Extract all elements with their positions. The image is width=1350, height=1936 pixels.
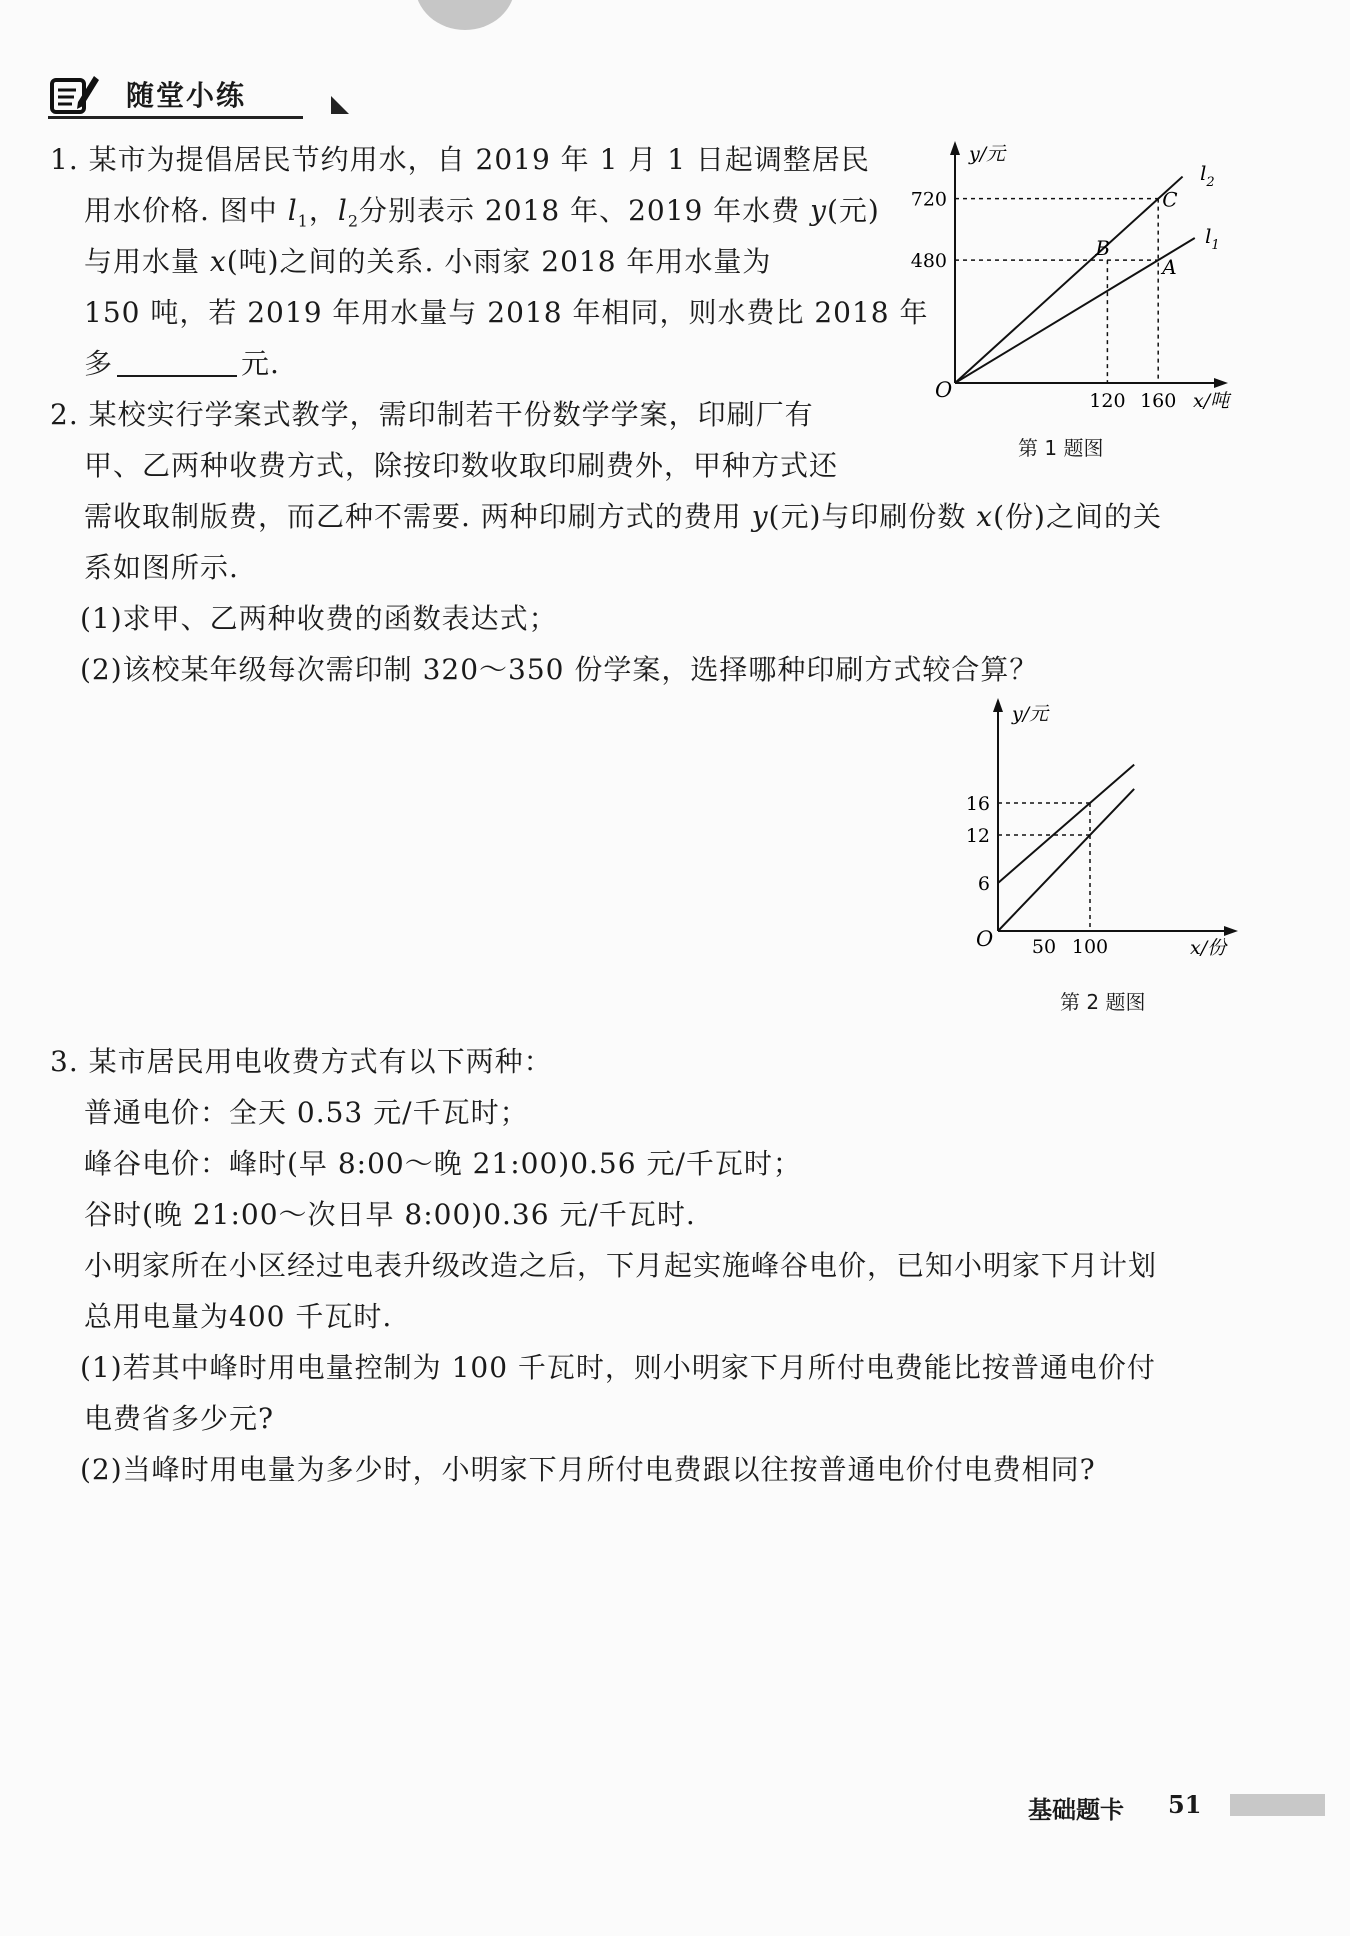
q1-line-2b: 分别表示 2018 年、2019 年水费 [359, 194, 811, 227]
q1-line-2c: (元) [826, 194, 880, 227]
q1-line-3a: 与用水量 [84, 245, 210, 278]
section-header [48, 70, 303, 120]
q3-line-5: 小明家所在小区经过电表升级改造之后，下月起实施峰谷电价，已知小明家下月计划 [84, 1249, 1158, 1282]
q3-line-6: 总用电量为400 千瓦时. [84, 1300, 393, 1333]
fig2-series-1 [998, 765, 1134, 883]
fig1-point-b: B [1095, 236, 1111, 261]
q1-sep: ， [308, 194, 338, 227]
q2-sub-1: (1)求甲、乙两种收费的函数表达式； [80, 602, 558, 635]
fig2-origin: O [976, 927, 994, 951]
fig1-origin: O [935, 378, 953, 402]
fig2-x-label: x/份 [1190, 937, 1227, 959]
fig2-xtick-50: 50 [1031, 936, 1057, 958]
figure-1-svg [910, 135, 1250, 415]
fig1-l2-letter: l [1200, 161, 1207, 185]
fig1-x-label: x/吨 [1193, 390, 1230, 412]
q1-line-3b: (吨)之间的关系. 小雨家 2018 年用水量为 [226, 245, 772, 278]
q3-sub-1b: 电费省多少元? [84, 1402, 275, 1435]
footer-bar [1230, 1794, 1325, 1816]
var-l2: l [337, 194, 348, 227]
page-number: 51 [1168, 1790, 1202, 1819]
q1-line-4: 150 吨，若 2019 年用水量与 2018 年相同，则水费比 2018 年 [84, 296, 929, 329]
footer-label: 基础题卡 [1028, 1796, 1124, 1824]
q3-line-4: 谷时(晚 21:00～次日早 8:00)0.36 元/千瓦时. [84, 1198, 696, 1231]
header-triangle-icon [331, 96, 349, 114]
q3-sub-2: (2)当峰时用电量为多少时，小明家下月所付电费跟以往按普通电价付电费相同? [80, 1453, 1096, 1486]
fig1-x-arrow [1214, 378, 1228, 388]
q1-line-1: 1. 某市为提倡居民节约用水，自 2019 年 1 月 1 日起调整居民 [50, 143, 870, 176]
q3-sub-1a: (1)若其中峰时用电量控制为 100 千瓦时，则小明家下月所付电费能比按普通电价付 [80, 1351, 1156, 1384]
fig1-xtick-120: 120 [1089, 390, 1126, 412]
q2-var-y: y [751, 500, 769, 533]
q2-sub-2: (2)该校某年级每次需印制 320～350 份学案，选择哪种印刷方式较合算？ [80, 653, 1039, 686]
var-l1: l [287, 194, 298, 227]
header-underline [48, 116, 303, 119]
answer-blank[interactable] [117, 345, 237, 377]
q1-line-5a: 多 [84, 347, 114, 380]
fig2-ytick-16: 16 [965, 793, 990, 815]
fig1-line-l1-label [1205, 224, 1220, 253]
q1-line-5 [84, 338, 280, 389]
figure-1-caption: 第 1 题图 [1018, 436, 1104, 460]
fig1-y-label: y/元 [969, 143, 1006, 165]
figure-1 [910, 135, 1250, 415]
fig2-x-arrow [1224, 926, 1238, 936]
fig2-series-2 [998, 789, 1134, 931]
fig1-ytick-720: 720 [910, 188, 947, 211]
figure-2 [960, 692, 1260, 962]
notebook-pen-icon [48, 72, 100, 116]
figure-2-svg [960, 692, 1260, 962]
var-y: y [810, 194, 827, 227]
binding-hole-mark [415, 0, 515, 30]
fig1-point-c: C [1162, 187, 1178, 212]
fig1-ytick-480: 480 [910, 250, 947, 273]
fig1-line-l2-label [1200, 161, 1215, 190]
fig1-y-arrow [950, 141, 960, 155]
q2-line-3a: 需收取制版费，而乙种不需要. 两种印刷方式的费用 [84, 500, 752, 533]
fig2-ytick-12: 12 [965, 825, 990, 847]
var-x: x [209, 245, 227, 278]
q2-line-3 [84, 491, 1162, 542]
var-l1-sub: 1 [297, 211, 309, 231]
q1-line-2-text: 用水价格. 图中 [84, 194, 288, 227]
q2-line-2: 甲、乙两种收费方式，除按印数收取印刷费外，甲种方式还 [84, 449, 839, 482]
fig2-y-label: y/元 [1012, 703, 1049, 725]
section-title: 随堂小练 [126, 79, 247, 112]
fig2-y-arrow [993, 698, 1003, 712]
fig1-l2-sub: 2 [1206, 175, 1215, 190]
fig1-xtick-160: 160 [1140, 390, 1177, 412]
q1-line-5b: 元. [241, 347, 280, 380]
q3-line-3: 峰谷电价：峰时(早 8:00～晚 21:00)0.56 元/千瓦时； [84, 1147, 802, 1180]
fig1-point-a: A [1162, 255, 1177, 280]
fig1-series-l2 [955, 177, 1183, 383]
q2-line-3c: (份)之间的关 [993, 500, 1162, 533]
q2-var-x: x [976, 500, 994, 533]
q2-line-1: 2. 某校实行学案式教学，需印制若干份数学学案，印刷厂有 [50, 398, 814, 431]
q1-line-3 [84, 236, 771, 287]
q2-line-3b: (元)与印刷份数 [768, 500, 977, 533]
fig1-l1-sub: 1 [1211, 238, 1220, 253]
q3-line-1: 3. 某市居民用电收费方式有以下两种： [50, 1045, 553, 1078]
q3-line-2: 普通电价：全天 0.53 元/千瓦时； [84, 1096, 529, 1129]
fig1-l1-letter: l [1205, 224, 1212, 248]
fig2-ytick-6: 6 [977, 873, 990, 895]
fig2-xtick-100: 100 [1071, 936, 1109, 958]
q2-line-4: 系如图所示. [84, 551, 239, 584]
var-l2-sub: 2 [347, 211, 360, 231]
figure-2-caption: 第 2 题图 [1060, 990, 1146, 1014]
